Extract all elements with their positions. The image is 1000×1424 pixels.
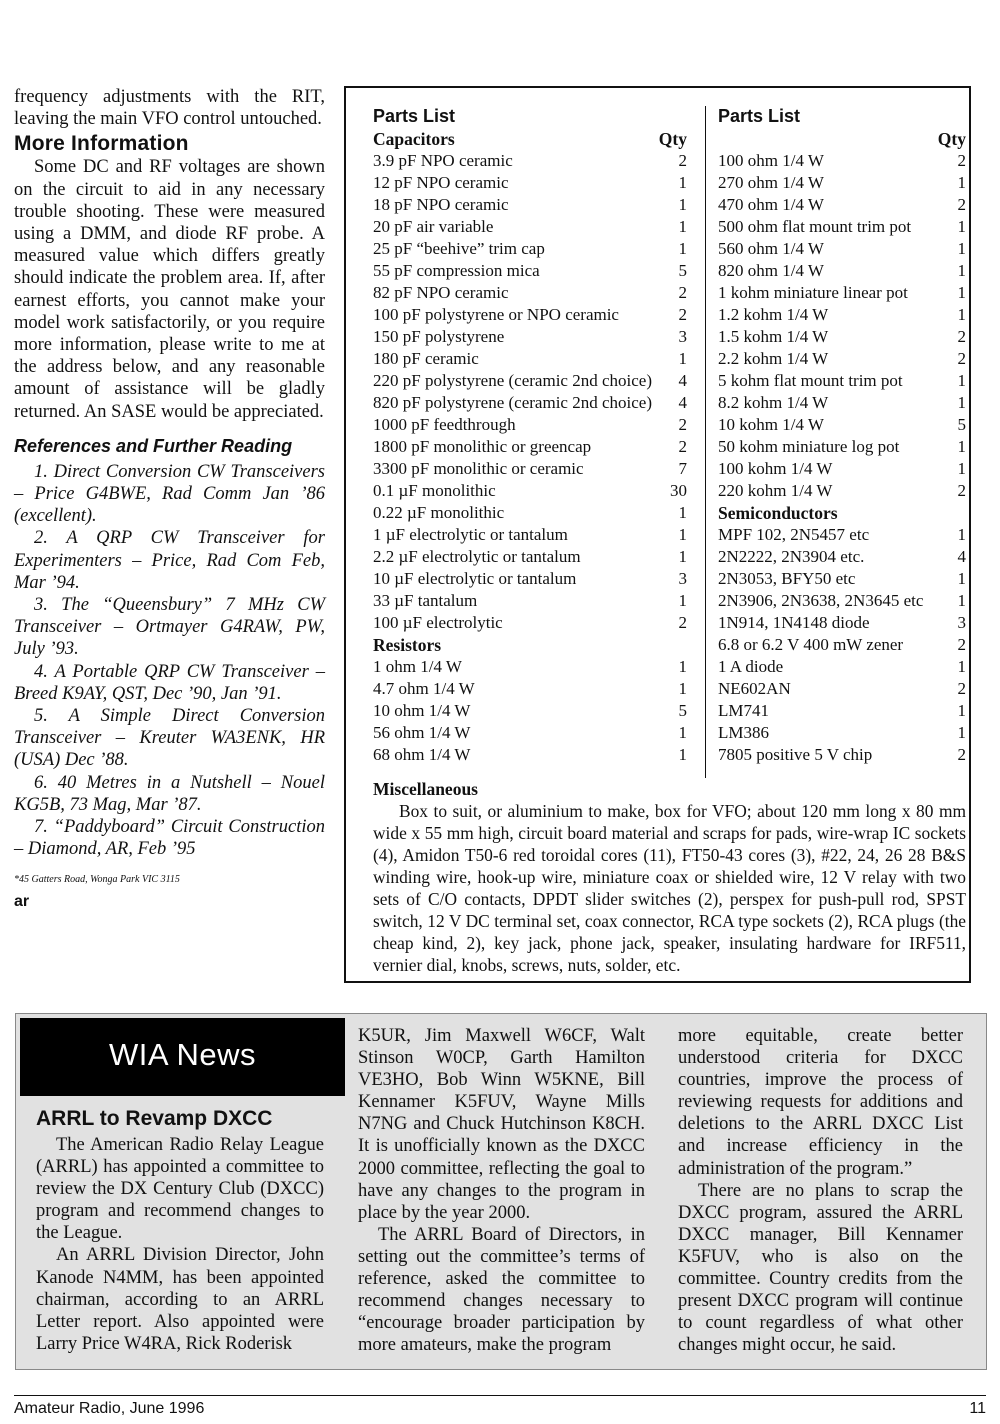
part-name: 180 pF ceramic (373, 349, 479, 368)
part-quantity: Qty (937, 129, 966, 149)
parts-row (373, 502, 687, 524)
part-name: 82 pF NPO ceramic (373, 283, 509, 302)
parts-row (373, 172, 687, 194)
parts-row (373, 546, 687, 568)
part-quantity: 1 (957, 239, 966, 258)
miscellaneous-heading: Miscellaneous (373, 779, 478, 799)
part-quantity: 1 (957, 371, 966, 390)
part-name: Resistors (373, 635, 442, 655)
parts-row (373, 326, 687, 348)
part-name: 3300 pF monolithic or ceramic (373, 459, 584, 478)
part-quantity: 1 (957, 459, 966, 478)
parts-row (718, 348, 966, 370)
parts-row (718, 326, 966, 348)
parts-row (373, 612, 687, 634)
page-number: 11 (969, 1400, 986, 1417)
reference-item: 6. 40 Metres in a Nutshell – Nouel KG5B, 73 Mag, Mar ’87. (14, 772, 325, 815)
parts-row (373, 194, 687, 216)
part-quantity: 1 (678, 657, 687, 676)
miscellaneous-text: Box to suit, or aluminium to make, box for VFO; about 120 mm long x 80 mm wide x 55 mm high, circuit board material and scraps for pads, wire-wrap IC sockets (4), Amidon T50-6 red toroidal cores (11), FT50-43 cores (3), #22, 24, 26 28 B&S winding wire, hook-up wire, miniature coax or shielded wire, 12 V relay with two sets of C/O contacts, DPDT slider switches (2), perspex for push-pull rod, SPST switch, 12 V DC terminal set, coax connector, RCA type sockets (2), RCA plugs (the cheap kind, 2), key jack, phone jack, speaker, insulating hardware for IRF511, vernier dial, knobs, screws, nuts, solder, etc. (373, 801, 966, 975)
parts-section-header (373, 128, 687, 150)
part-name: 2.2 µF electrolytic or tantalum (373, 547, 581, 566)
parts-row (718, 238, 966, 260)
parts-row (718, 414, 966, 436)
part-quantity: 7 (678, 459, 687, 478)
part-quantity: 1 (957, 305, 966, 324)
reference-item: 7. “Paddyboard” Circuit Construction – Diamond, AR, Feb ’95 (14, 817, 325, 860)
part-name: 270 ohm 1/4 W (718, 173, 824, 192)
part-quantity: 2 (678, 151, 687, 170)
part-name: 2N2222, 2N3904 etc. (718, 547, 865, 566)
part-quantity: 5 (678, 701, 687, 720)
part-name: 8.2 kohm 1/4 W (718, 393, 829, 412)
part-quantity: 2 (957, 481, 966, 500)
part-quantity: 1 (957, 591, 966, 610)
part-quantity: 1 (957, 217, 966, 236)
parts-list-title: Parts List (718, 106, 801, 126)
news-paragraph: K5UR, Jim Maxwell W6CF, Walt Stinson W0CP, Garth Hamilton VE3HO, Bob Winn W5KNE, Bill Kennamer K5FUV, Wayne Mills N7NG and Chuck Hutchinson K8CH. It is unofficially known as the DXCC 2000 committee, reflecting the goal to have any changes to the program in place by the year 2000. (358, 1026, 645, 1223)
part-name: 56 ohm 1/4 W (373, 723, 471, 742)
part-name: 2N3053, BFY50 etc (718, 569, 856, 588)
part-name: 55 pF compression mica (373, 261, 540, 280)
parts-row (373, 436, 687, 458)
parts-row (718, 612, 966, 634)
part-quantity: 3 (957, 613, 966, 632)
part-quantity: 2 (957, 195, 966, 214)
part-quantity: 3 (678, 569, 687, 588)
part-name: 220 kohm 1/4 W (718, 481, 833, 500)
part-name: 33 µF tantalum (373, 591, 478, 610)
parts-list-right (718, 104, 966, 766)
reference-item: 5. A Simple Direct Conversion Transceiver – Kreuter WA3ENK, HR (USA) Dec ’88. (14, 706, 325, 771)
parts-list-left (373, 104, 687, 766)
reference-item: 1. Direct Conversion CW Transceivers – Price G4BWE, Rad Comm Jan ’86 (excellent). (14, 461, 325, 527)
news-column-1 (36, 1106, 324, 1355)
part-quantity: 2 (957, 151, 966, 170)
parts-row (373, 238, 687, 260)
parts-row (373, 524, 687, 546)
parts-row (373, 260, 687, 282)
part-name: 2.2 kohm 1/4 W (718, 349, 829, 368)
part-name: 18 pF NPO ceramic (373, 195, 509, 214)
parts-section-header (718, 502, 966, 524)
parts-row (718, 392, 966, 414)
part-quantity: 2 (678, 613, 687, 632)
reference-item: 2. A QRP CW Transceiver for Experimenters – Price, Rad Com Feb, Mar ’94. (14, 528, 325, 593)
part-quantity: 1 (957, 569, 966, 588)
news-paragraph: An ARRL Division Director, John Kanode N4MM, has been appointed chairman, according to an ARRL Letter report. Also appointed were Larry Price W4RA, Rick Roderisk (36, 1245, 324, 1354)
part-quantity: 5 (957, 415, 966, 434)
part-quantity: 1 (678, 349, 687, 368)
part-quantity: 1 (957, 173, 966, 192)
news-paragraph: The American Radio Relay League (ARRL) has appointed a committee to review the DX Century Club (DXCC) program and recommend changes to the League. (36, 1135, 324, 1244)
parts-row (373, 700, 687, 722)
footer-publication: Amateur Radio, June 1996 (14, 1400, 205, 1417)
news-paragraph: There are no plans to scrap the DXCC program, assured the ARRL DXCC manager, Bill Kennamer K5FUV, who is also on the committee. Country credits from the present DXCC program will continue to count regardless of what other changes might occur, he said. (678, 1180, 963, 1356)
part-quantity: 1 (678, 239, 687, 258)
parts-row (718, 524, 966, 546)
part-quantity: 1 (678, 547, 687, 566)
parts-row (718, 458, 966, 480)
miscellaneous-section (373, 778, 966, 976)
part-name: MPF 102, 2N5457 etc (718, 525, 870, 544)
parts-row (718, 282, 966, 304)
parts-row (718, 194, 966, 216)
part-name: 0.22 µF monolithic (373, 503, 505, 522)
part-quantity: 2 (678, 437, 687, 456)
part-quantity: 2 (957, 327, 966, 346)
part-quantity: 5 (678, 261, 687, 280)
part-quantity: 1 (957, 723, 966, 742)
part-quantity: 1 (678, 723, 687, 742)
part-name: 25 pF “beehive” trim cap (373, 239, 545, 258)
part-quantity: 1 (678, 195, 687, 214)
part-name: 470 ohm 1/4 W (718, 195, 824, 214)
parts-row (718, 700, 966, 722)
parts-row (373, 370, 687, 392)
parts-row (718, 370, 966, 392)
part-quantity: 4 (678, 371, 687, 390)
parts-row (718, 260, 966, 282)
part-quantity: 4 (957, 547, 966, 566)
part-quantity: 2 (678, 415, 687, 434)
part-name: 0.1 µF monolithic (373, 481, 496, 500)
part-name: 560 ohm 1/4 W (718, 239, 824, 258)
part-name: 1800 pF monolithic or greencap (373, 437, 592, 456)
references-heading: References and Further Reading (14, 435, 293, 456)
part-name: 100 pF polystyrene or NPO ceramic (373, 305, 619, 324)
part-name: 220 pF polystyrene (ceramic 2nd choice) (373, 371, 652, 390)
part-quantity: 1 (678, 745, 687, 764)
more-information-heading: More Information (14, 132, 189, 156)
parts-row (718, 744, 966, 766)
part-name: 10 ohm 1/4 W (373, 701, 471, 720)
part-quantity: 4 (678, 393, 687, 412)
parts-row (718, 568, 966, 590)
part-quantity: 30 (670, 481, 687, 500)
parts-row (373, 392, 687, 414)
parts-row (373, 304, 687, 326)
part-quantity: 1 (678, 173, 687, 192)
part-name: 150 pF polystyrene (373, 327, 505, 346)
parts-row (718, 546, 966, 568)
parts-row (718, 656, 966, 678)
reference-item: 3. The “Queensbury” 7 MHz CW Transceiver – Ortmayer G4RAW, PW, July ’93. (14, 595, 325, 660)
part-name: 10 µF electrolytic or tantalum (373, 569, 577, 588)
parts-row (718, 172, 966, 194)
parts-row (373, 722, 687, 744)
references-list (14, 461, 325, 861)
parts-row (718, 480, 966, 502)
part-quantity: 1 (957, 261, 966, 280)
part-quantity: 1 (678, 525, 687, 544)
parts-row (718, 590, 966, 612)
parts-row (373, 458, 687, 480)
part-quantity: 3 (678, 327, 687, 346)
parts-row (718, 436, 966, 458)
parts-row (718, 216, 966, 238)
part-name: 6.8 or 6.2 V 400 mW zener (718, 635, 904, 654)
part-name: 100 µF electrolytic (373, 613, 503, 632)
part-name: 7805 positive 5 V chip (718, 745, 873, 764)
part-name: 500 ohm flat mount trim pot (718, 217, 912, 236)
end-mark: ar (14, 892, 30, 910)
parts-list-title: Parts List (373, 106, 456, 126)
part-quantity: 1 (678, 503, 687, 522)
news-column-2 (358, 1025, 645, 1356)
part-quantity: 2 (957, 349, 966, 368)
reference-item: 4. A Portable QRP CW Transceiver – Breed K9AY, QST, Dec ’90, Jan ’91. (14, 661, 325, 704)
part-quantity: 2 (957, 635, 966, 654)
parts-row (718, 150, 966, 172)
parts-list-box (344, 86, 971, 983)
part-name: 100 ohm 1/4 W (718, 151, 824, 170)
parts-row (373, 216, 687, 238)
part-name: 20 pF air variable (373, 217, 494, 236)
intro-paragraph: frequency adjustments with the RIT, leaving the main VFO control untouched. (14, 87, 325, 130)
parts-row (373, 744, 687, 766)
parts-rows-right (718, 128, 966, 766)
part-name: LM741 (718, 701, 769, 720)
parts-row (373, 590, 687, 612)
part-name: LM386 (718, 723, 769, 742)
part-name: 10 kohm 1/4 W (718, 415, 824, 434)
part-name: 820 ohm 1/4 W (718, 261, 824, 280)
part-name: 1 kohm miniature linear pot (718, 283, 908, 302)
news-headline: ARRL to Revamp DXCC (36, 1107, 273, 1130)
part-quantity: 1 (678, 591, 687, 610)
part-name: 68 ohm 1/4 W (373, 745, 471, 764)
part-name: 50 kohm miniature log pot (718, 437, 900, 456)
wia-news-banner: WIA News (20, 1018, 345, 1096)
part-name: 1.5 kohm 1/4 W (718, 327, 829, 346)
part-name: 1N914, 1N4148 diode (718, 613, 870, 632)
parts-row (373, 282, 687, 304)
part-name: 100 kohm 1/4 W (718, 459, 833, 478)
column-divider (705, 106, 706, 778)
part-quantity: 1 (957, 283, 966, 302)
footer-rule (14, 1395, 986, 1396)
part-quantity: 2 (957, 679, 966, 698)
part-name: 4.7 ohm 1/4 W (373, 679, 475, 698)
parts-row (373, 568, 687, 590)
author-address: *45 Gatters Road, Wonga Park VIC 3115 (14, 873, 180, 885)
part-quantity: 1 (957, 437, 966, 456)
part-quantity: 2 (678, 305, 687, 324)
part-quantity: 1 (957, 701, 966, 720)
part-name: 1 µF electrolytic or tantalum (373, 525, 568, 544)
parts-row (718, 722, 966, 744)
news-column-3 (678, 1025, 963, 1356)
wia-news-section (15, 1013, 987, 1370)
parts-row (373, 656, 687, 678)
part-quantity: 2 (678, 283, 687, 302)
left-column (14, 86, 325, 913)
part-quantity: 1 (957, 393, 966, 412)
parts-section-header (373, 634, 687, 656)
more-information-paragraph: Some DC and RF voltages are shown on the circuit to aid in any necessary trouble shooting. These were measured using a DMM, and diode RF probe. A measured value which differs greatly should indicate the problem area. If, after earnest efforts, you cannot make your model work satisfactorily, or you require more information, please write to me at the address below, and any reasonable amount of assistance will be gladly returned. An SASE would be appreciated. (14, 157, 325, 422)
part-name: NE602AN (718, 679, 791, 698)
part-name: Capacitors (373, 129, 455, 149)
part-name: 1000 pF feedthrough (373, 415, 516, 434)
part-name: Semiconductors (718, 503, 838, 523)
part-name: 2N3906, 2N3638, 2N3645 etc (718, 591, 924, 610)
part-name: 1 A diode (718, 657, 784, 676)
parts-row (373, 414, 687, 436)
news-paragraph: more equitable, create better understood criteria for DXCC countries, improve the process of reviewing requests for additions and deletions to the ARRL DXCC List and increase efficiency in the administration of the program.” (678, 1026, 963, 1179)
parts-row (373, 348, 687, 370)
part-name: 1.2 kohm 1/4 W (718, 305, 829, 324)
part-quantity: 2 (957, 745, 966, 764)
part-name: 5 kohm flat mount trim pot (718, 371, 903, 390)
part-name: 1 ohm 1/4 W (373, 657, 462, 676)
part-quantity: 1 (957, 657, 966, 676)
part-name: 820 pF polystyrene (ceramic 2nd choice) (373, 393, 652, 412)
part-quantity: 1 (678, 679, 687, 698)
part-quantity: 1 (957, 525, 966, 544)
parts-row (718, 678, 966, 700)
parts-row (373, 150, 687, 172)
parts-row (373, 480, 687, 502)
part-name: 3.9 pF NPO ceramic (373, 151, 513, 170)
news-paragraph: The ARRL Board of Directors, in setting out the committee’s terms of reference, asked the committee to recommend changes necessary to “encourage broader participation by more amateurs, make the program (358, 1224, 645, 1356)
parts-rows-left (373, 128, 687, 766)
parts-row (718, 634, 966, 656)
part-name: 12 pF NPO ceramic (373, 173, 509, 192)
part-quantity: Qty (658, 129, 687, 149)
parts-section-header (718, 128, 966, 150)
parts-row (718, 304, 966, 326)
parts-row (373, 678, 687, 700)
part-quantity: 1 (678, 217, 687, 236)
